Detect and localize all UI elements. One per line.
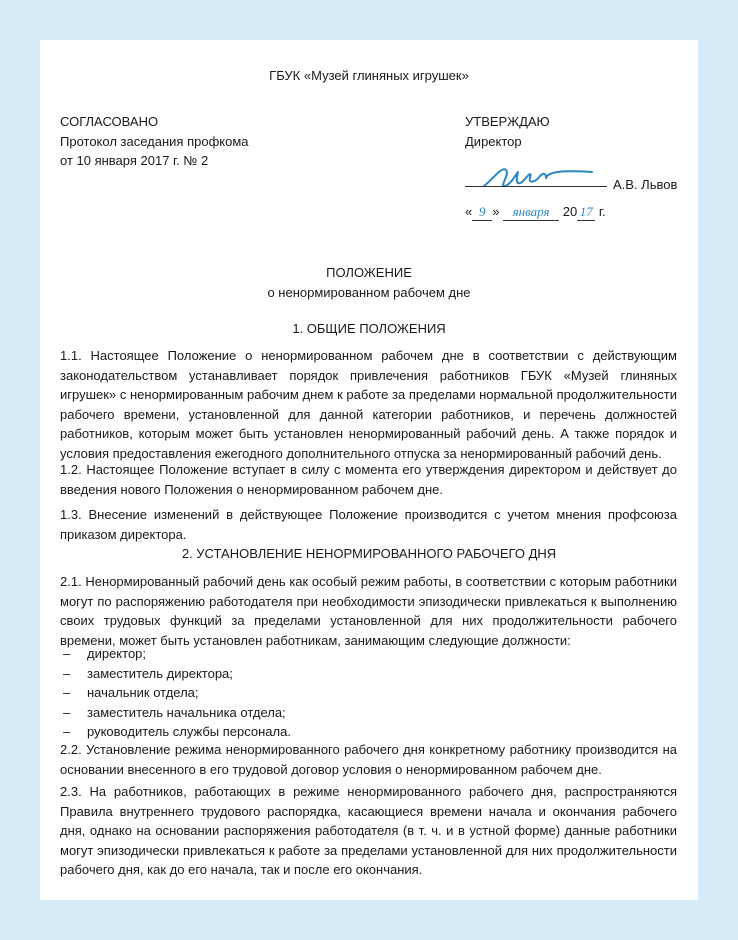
list-dash: – [63, 724, 71, 739]
section-1-heading: 1. ОБЩИЕ ПОЛОЖЕНИЯ [292, 321, 446, 336]
list-item [60, 683, 291, 703]
list-item-text: заместитель директора; [87, 665, 233, 681]
approval-date [465, 204, 606, 221]
signature-icon [480, 160, 600, 192]
organization-name: ГБУК «Музей глиняных игрушек» [269, 68, 469, 83]
date-day: 9 [472, 204, 492, 221]
date-year-prefix: 20 [562, 204, 578, 219]
approve-position: Директор [465, 133, 522, 149]
agreed-block [60, 112, 249, 171]
date-close-quote: » [492, 204, 500, 219]
list-dash: – [63, 646, 71, 661]
list-dash: – [63, 704, 71, 720]
date-month: января [503, 204, 559, 221]
section-2-heading: 2. УСТАНОВЛЕНИЕ НЕНОРМИРОВАННОГО РАБОЧЕГО ДНЯ [181, 546, 557, 561]
date-open-quote: « [465, 204, 473, 219]
paragraph-2-2: 2.2. Установление режима ненормированного рабочего дня конкретному работнику производится на основании внесенного в его трудовой договор условия о ненормированном рабочем дне. [60, 742, 677, 777]
list-item-text: директор; [87, 646, 147, 661]
list-dash: – [63, 685, 71, 700]
paragraph-1-3: 1.3. Внесение изменений в действующее Положение производится с учетом мнения профсоюза приказом директора. [60, 507, 677, 542]
paragraph-1-2: 1.2. Настоящее Положение вступает в силу с момента его утверждения директором и действует до введения нового Положения о ненормированном рабочем дне. [60, 462, 677, 497]
agreed-date: от 10 января 2017 г. № 2 [60, 153, 209, 168]
list-item-text: начальник отдела; [87, 685, 199, 700]
paragraph-2-1: 2.1. Ненормированный рабочий день как особый режим работы, в соответствии с которым работники могут по распоряжению работодателя при необходимости эпизодически привлекаться к выполнению своих трудовых функций за пределами установленной для них продолжительности рабочего времени, может быть установлен работникам, занимающим следующие должности: [60, 574, 677, 648]
date-year-suffix: 17 [577, 204, 595, 221]
document-page [40, 40, 698, 900]
list-item-text: руководитель службы персонала. [87, 724, 291, 739]
agreed-protocol: Протокол заседания профкома [60, 133, 249, 149]
list-item [60, 664, 291, 684]
director-name: А.В. Львов [613, 177, 678, 192]
list-item [60, 722, 291, 742]
agreed-label: СОГЛАСОВАНО [60, 114, 159, 129]
document-subtitle: о ненормированном рабочем дне [267, 285, 471, 300]
signature-line [465, 186, 607, 187]
paragraph-1-1: 1.1. Настоящее Положение о ненормированном рабочем дне в соответствии с действующим законодательством устанавливает порядок привлечения работников ГБУК «Музей глиняных игрушек» с ненормированным рабочим днем к работе за пределами нормальной продолжительности рабочего времени, установленной для данной категории работников, и перечень должностей работников, которым может быть установлен ненормированный рабочий день. А также порядок и условия предоставления ежегодного дополнительного отпуска за ненормированный рабочий день. [60, 348, 677, 461]
date-year-label: г. [598, 204, 606, 219]
list-item [60, 703, 291, 723]
approve-block [465, 112, 550, 151]
paragraph-2-3: 2.3. На работников, работающих в режиме ненормированного рабочего дня, распространяются Правила внутреннего трудового распорядка, касающиеся времени начала и окончания рабочего дня, однако на основании распоряжения работодателя (в т. ч. и в устной форме) данные работники могут эпизодически привлекаться к работе за пределами установленной для них продолжительности рабочего дня, как до его начала, так и после его окончания. [60, 784, 677, 877]
list-item-text: заместитель начальника отдела; [87, 704, 286, 720]
approve-label: УТВЕРЖДАЮ [465, 114, 550, 129]
list-item [60, 644, 291, 664]
list-dash: – [63, 665, 71, 681]
document-title: ПОЛОЖЕНИЕ [326, 265, 412, 280]
positions-list [60, 644, 291, 742]
